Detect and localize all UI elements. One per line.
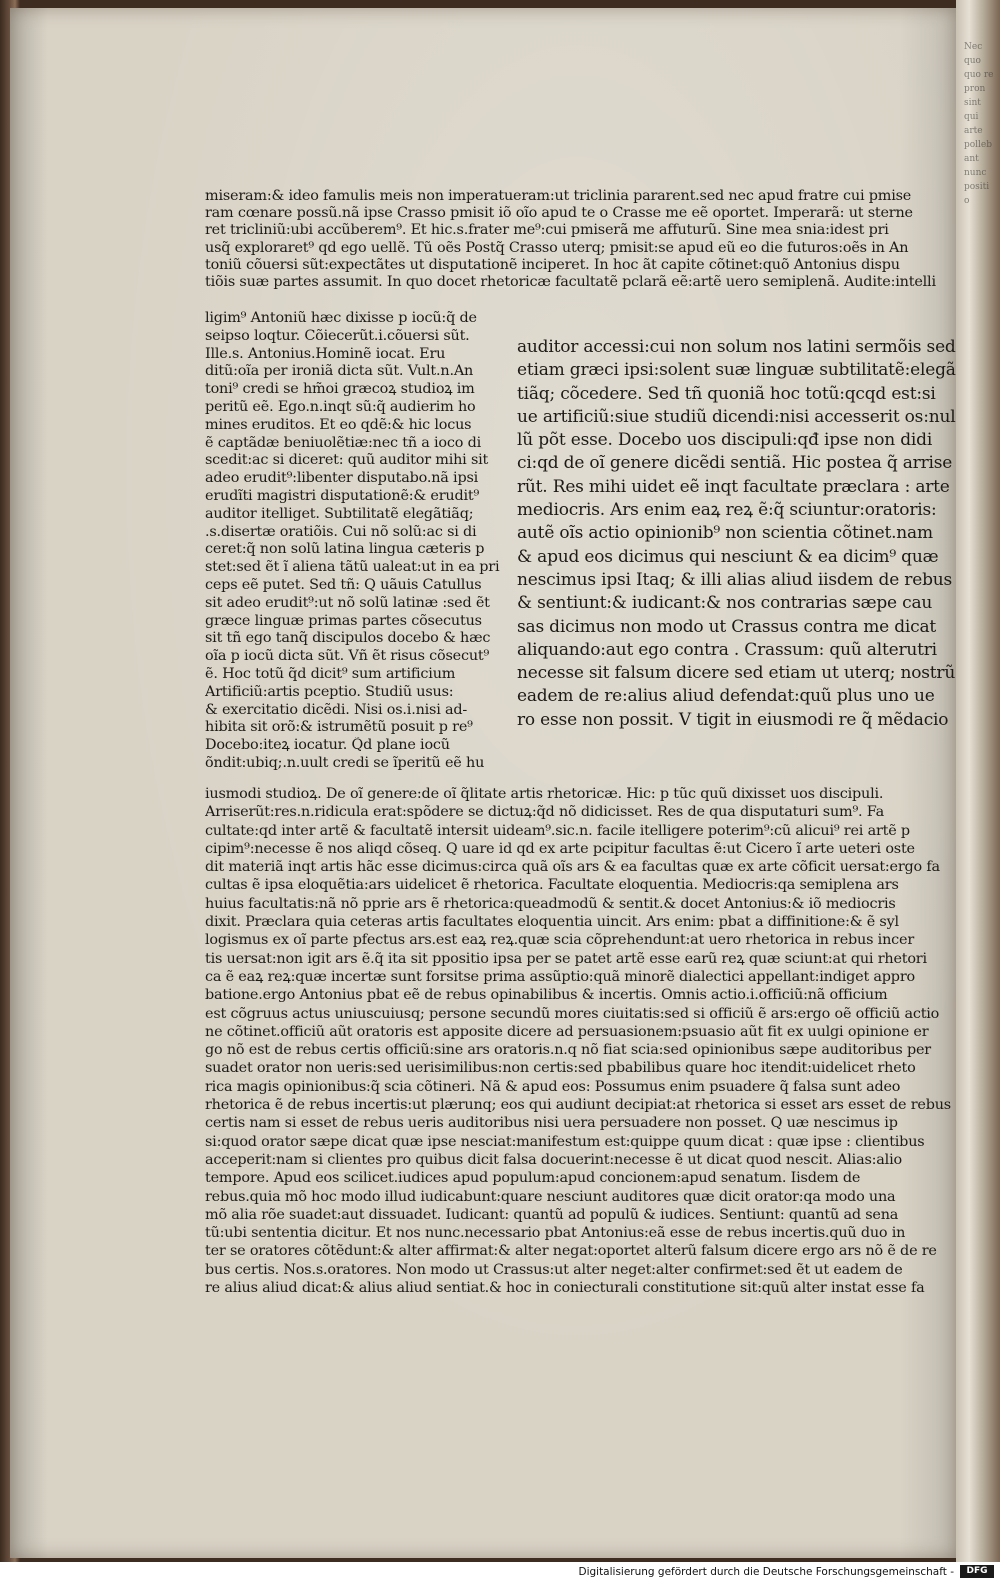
digitization-footer <box>0 1562 1000 1581</box>
text-line: rica magis opinionibus:q̃ scia cõtineri. Nã & apud eos: Possumus enim psuadere q̃ falsa sunt adeo <box>205 1078 901 1095</box>
text-line: usq̃ exploraret⁹ qd ego uellẽ. Tũ oẽs Postq̃ Crasso uterq; pmisit:se apud eũ eo die futuros:oẽs in An <box>205 239 909 256</box>
text-line: auditor itelliget. Subtilitatẽ elegãtiãq; <box>205 505 474 522</box>
text-line: Arriserũt:res.n.ridicula erat:spõdere se dictuꝝ:q̃d nõ didicisset. Res de qua disputaturi sum⁹. Fa <box>205 804 884 821</box>
text-line: oĩa p iocũ dicta sũt. Vñ ẽt risus cõsecut⁹ <box>205 648 490 665</box>
text-line: mõ alia rõe suadet:aut dissuadet. Iudicant: quantũ ad populũ & iudices. Sentiunt: quantũ ad sena <box>205 1206 899 1223</box>
text-line: sit adeo erudit⁹:ut nõ solũ latinæ :sed ẽt <box>205 594 490 611</box>
text-line: tiãq; cõcedere. Sed tñ quoniã hoc totũ:qcqd est:si <box>517 383 936 404</box>
text-line: rũt. Res mihi uidet eẽ inqt facultate præclara : arte <box>517 476 950 497</box>
text-line: sas dicimus non modo ut Crassus contra me dicat <box>517 616 937 637</box>
text-line: erudĩti magistri disputationẽ:& erudit⁹ <box>205 487 480 504</box>
text-line: si:quod orator sæpe dicat quæ ipse nesciat:manifestum est:quippe quum dicat : quæ ipse : clientibus <box>205 1133 925 1150</box>
text-line: nescimus ipsi Itaq; & illi alias aliud iisdem de rebus <box>517 569 953 590</box>
text-line: huius facultatis:nã nõ pprie ars ẽ rhetorica:queadmodũ & sentit.& docet Antonius:& iõ mediocris <box>205 895 896 912</box>
text-line: ro esse non possit. V tigit in eiusmodi re q̃ mẽdacio <box>517 709 949 730</box>
text-line: logismus ex oĩ parte pfectus ars.est eaꝝ reꝝ.quæ scia cõprehendunt:at uero rhetorica in rebus incer <box>205 932 915 949</box>
text-line: Ille.s. Antonius.Hominẽ iocat. Eru <box>205 345 446 362</box>
text-line: ram cœnare possũ.nã ipse Crasso pmisit iõ oĩo apud te o Crasse me eẽ oportet. Imperarã: ut sterne <box>205 205 913 222</box>
text-line: ci:qd de oĩ genere dicẽdi sentiã. Hic postea q̃ arrise <box>517 453 953 474</box>
text-line: ter se oratores cõtẽdunt:& alter affirmat:& alter negat:oportet alterũ falsum dicere ergo ars nõ ẽ de re <box>205 1243 937 1260</box>
text-line: ne cõtinet.officiũ aũt oratoris est apposite dicere ad persuasionem:psuasio aũt fit ex uulgi opinione er <box>205 1023 929 1040</box>
text-line: acceperit:nam si clientes pro quibus dicit falsa docuerint:necesse ẽ ut dicat quod nescit. Alias:alio <box>205 1151 902 1168</box>
text-line: tũ:ubi sententia dicitur. Et nos nunc.necessario pbat Antonius:eã esse de rebus incertis.quũ duo in <box>205 1225 906 1242</box>
text-line: scedit:ac si diceret: quũ auditor mihi sit <box>205 452 489 469</box>
text-line: bus certis. Nos.s.oratores. Non modo ut Crassus:ut alter neget:alter confirmet:sed ẽt ut eadem de <box>205 1261 903 1278</box>
text-line: toni⁹ credi se hm̃oi græcoꝝ studioꝝ im <box>205 381 475 398</box>
text-line: tiõis suæ partes assumit. In quo docet rhetoricæ facultatẽ pclarã eẽ:artẽ uero semiplenã. Audite:intelli <box>205 274 936 291</box>
text-line: suadet orator non ueris:sed uerisimilibus:non certis:sed pbabilibus quare hoc itendit:uidelicet rheto <box>205 1060 916 1077</box>
text-line: adeo erudit⁹:libenter disputabo.nã ipsi <box>205 470 479 487</box>
funding-credit: Digitalisierung gefördert durch die Deutsche Forschungsgemeinschaft - <box>578 1566 954 1578</box>
text-line: lũ põt esse. Docebo uos discipuli:qđ ipse non didi <box>517 430 933 451</box>
text-line: seipso loqtur. Cõiecerũt.i.cõuersi sũt. <box>205 327 470 344</box>
text-line: hibita sit orõ:& istrumẽtũ posuit p re⁹ <box>205 719 473 736</box>
text-line: est cõgruus actus uniuscuiusq; persone secundũ mores ciuitatis:sed si officiũ ẽ ars:ergo oẽ officiũ actio <box>205 1005 940 1022</box>
text-line: .s.disertæ oratiõis. Cui nõ solũ:ac si di <box>205 523 477 540</box>
text-line: dixit. Præclara quia ceteras artis facultates eloquentia uincit. Ars enim: pbat a diffinitione:& ẽ syl <box>205 914 899 931</box>
text-line: toniũ cõuersi sũt:expectãtes ut disputationẽ inciperet. In hoc ãt capite cõtinet:quõ Antonius dispu <box>205 256 900 273</box>
text-line: õndit:ubiq;.n.uult credi se ĩperitũ eẽ hu <box>205 754 485 771</box>
text-line: peritũ eẽ. Ego.n.inqt sũ:q̃ audierim ho <box>205 398 476 415</box>
text-line: cipim⁹:necesse ẽ nos aliqd cõseq. Q uare id qd ex arte pcipitur facultas ẽ:ut Cicero ĩ arte ueteri oste <box>205 840 915 857</box>
text-line: necesse sit falsum dicere sed etiam ut uterq; nostrũ <box>517 663 956 684</box>
bottom-commentary-block <box>205 785 955 1297</box>
text-line: re alius aliud dicat:& alius aliud sentiat.& hoc in coniecturali constitutione sit:quũ alter instat esse fa <box>205 1280 925 1297</box>
text-line: & apud eos dicimus qui nesciunt & ea dicim⁹ quæ <box>517 546 939 567</box>
next-page-edge <box>956 0 1000 1562</box>
text-line: etiam græci ipsi:solent suæ linguæ subtilitatẽ:elegã <box>517 360 956 381</box>
text-line: iusmodi studioꝝ. De oĩ genere:de oĩ q̃litate artis rhetoricæ. Hic: p tũc quũ dixisset uos discipuli. <box>205 786 884 802</box>
text-line: autẽ oĩs actio opinionib⁹ non scientia cõtinet.nam <box>517 523 933 544</box>
text-line: ceps eẽ putet. Sed tñ: Q uãuis Catullus <box>205 576 482 593</box>
text-line: ẽ. Hoc totũ q̃d dicit⁹ sum artificium <box>205 665 456 682</box>
text-line: Docebo:iteꝝ iocatur. Q̃d plane iocũ <box>205 737 450 754</box>
text-line: miseram:& ideo famulis meis non imperatueram:ut triclinia pararent.sed nec apud fratre cui pmise <box>205 188 912 204</box>
text-line: tempore. Apud eos scilicet.iudices apud populum:apud concionem:apud senatum. Iisdem de <box>205 1170 861 1187</box>
text-line: ceret:q̃ non solũ latina lingua cæteris p <box>205 541 485 558</box>
text-line: certis nam si esset de rebus ueris auditoribus nisi uera persuadere non posset. Q uæ nescimus ip <box>205 1115 898 1132</box>
text-line: aliquando:aut ego contra . Crassum: quũ alterutri <box>517 639 937 660</box>
text-line: mediocris. Ars enim eaꝝ reꝝ ẽ:q̃ sciuntur:oratoris: <box>517 500 937 521</box>
text-line: batione.ergo Antonius pbat eẽ de rebus opinabilibus & incertis. Omnis actio.i.officiũ:nã officium <box>205 987 888 1004</box>
text-line: & sentiunt:& iudicant:& nos contrarias sæpe cau <box>517 593 933 614</box>
text-line: tis uersat:non igit ars ẽ.q̃ ita sit ppositio ipsa per se patet artẽ esse earũ reꝝ quæ sciunt:at qui rhetori <box>205 950 927 967</box>
right-main-text-column <box>517 336 957 732</box>
text-line: go nõ est de rebus certis officiũ:sine ars oratoris.n.q nõ fiat scia:sed opinionibus sæpe auditoribus per <box>205 1042 931 1059</box>
text-line: cultate:qd inter artẽ & facultatẽ intersit uideam⁹.sic.n. facile itelligere poterim⁹:cũ alicui⁹ rei artẽ p <box>205 822 910 839</box>
text-line: eadem de re:alius aliud defendat:quũ plus uno ue <box>517 686 935 707</box>
dfg-logo: DFG <box>960 1565 994 1578</box>
text-line: mines eruditos. Et eo qdẽ:& hic locus <box>205 416 472 433</box>
text-line: cultas ẽ ipsa eloquẽtia:ars uidelicet ẽ rhetorica. Facultate eloquentia. Mediocris:qa semiplena ars <box>205 877 899 894</box>
left-commentary-column <box>205 310 510 773</box>
text-line: dit materiã inqt artis hãc esse dicimus:circa quã oĩs ars & ea facultas quæ ex arte cõficit uersat:ergo fa <box>205 859 940 876</box>
next-page-bleed-text: Nec quo quo re pron sint qui arte pollebant nunc positio <box>964 42 994 206</box>
text-line: rhetorica ẽ de rebus incertis:ut plærunq; eos qui audiunt decipiat:at rhetorica si esset ars esset de rebus <box>205 1097 951 1114</box>
text-line: rebus.quia mõ hoc modo illud iudicabunt:quare nesciunt auditores quæ dicit orator:qa modo una <box>205 1188 896 1205</box>
text-line: ligim⁹ Antoniũ hæc dixisse p iocũ:q̃ de <box>205 310 477 326</box>
top-text-block <box>205 188 955 291</box>
text-line: ditũ:oĩa per ironiã dicta sũt. Vult.n.An <box>205 363 474 380</box>
text-line: & exercitatio dicẽdi. Nisi os.i.nisi ad- <box>205 701 468 718</box>
text-line: ue artificiũ:siue studiũ dicendi:nisi accesserit os:nul <box>517 406 956 427</box>
text-line: ẽ captãdæ beniuolẽtiæ:nec tñ a ioco di <box>205 434 482 451</box>
text-line: stet:sed ẽt ĩ aliena tãtũ ualeat:ut in ea pri <box>205 559 500 576</box>
text-line: ca ẽ eaꝝ reꝝ:quæ incertæ sunt forsitse prima assũptio:quã minorẽ dialectici appellant:indiget appro <box>205 968 915 985</box>
text-line: græce linguæ primas partes cõsecutus <box>205 612 482 629</box>
text-line: ret tricliniũ:ubi accũberem⁹. Et hic.s.frater me⁹:cui pmiserã me affuturũ. Sine mea snia:idest pri <box>205 222 889 239</box>
text-line: sit tñ ego tanq̃ discipulos docebo & hæc <box>205 630 491 647</box>
text-line: Artificiũ:artis pceptio. Studiũ usus: <box>205 683 454 700</box>
text-line: auditor accessi:cui non solum nos latini sermõis sed <box>517 337 956 357</box>
